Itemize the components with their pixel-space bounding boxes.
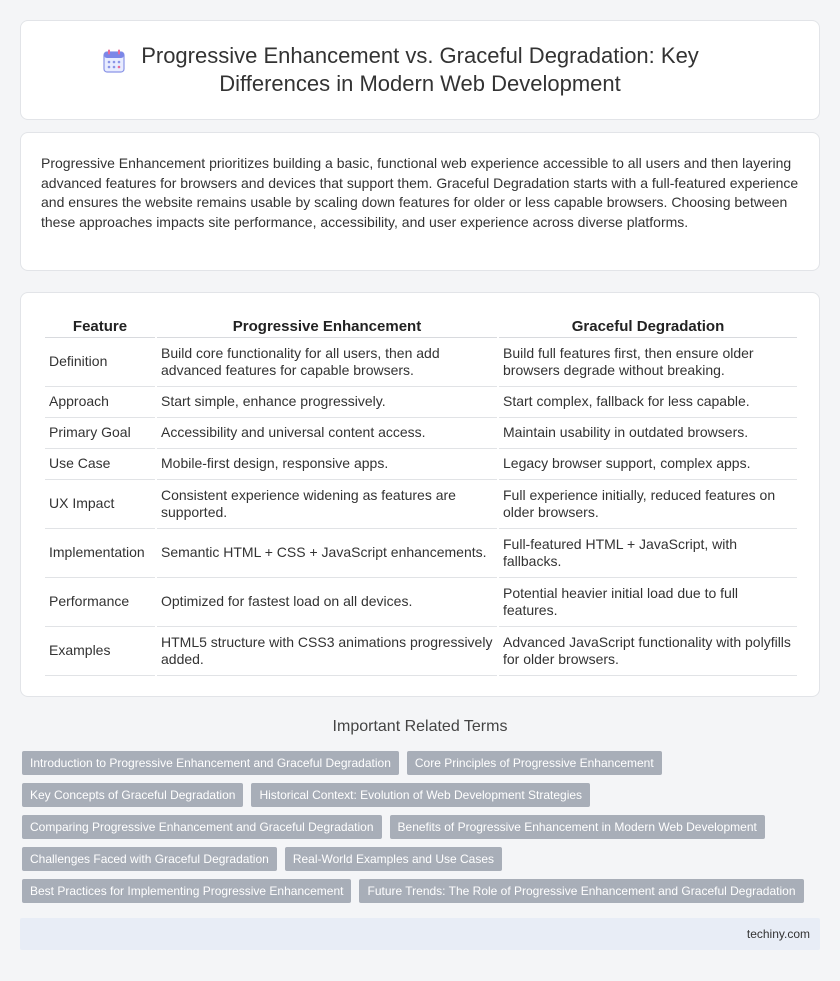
table-row [45, 627, 797, 676]
tag-row [22, 847, 822, 871]
graceful-cell: Full-featured HTML + JavaScript, with fallbacks. [499, 529, 797, 578]
related-term-tag[interactable]: Best Practices for Implementing Progressive Enhancement [22, 879, 351, 903]
footer [20, 918, 820, 950]
table-row [45, 529, 797, 578]
table-row [45, 578, 797, 627]
feature-cell: Use Case [45, 449, 155, 480]
page-title: Progressive Enhancement vs. Graceful Degradation: Key Differences in Modern Web Development [141, 43, 699, 96]
table-row [45, 418, 797, 449]
tag-row [22, 879, 822, 903]
calendar-icon [103, 49, 125, 73]
feature-cell: UX Impact [45, 480, 155, 529]
feature-cell: Implementation [45, 529, 155, 578]
graceful-cell: Legacy browser support, complex apps. [499, 449, 797, 480]
table-row [45, 387, 797, 418]
related-term-tag[interactable]: Future Trends: The Role of Progressive Enhancement and Graceful Degradation [359, 879, 803, 903]
related-term-tag[interactable]: Benefits of Progressive Enhancement in Modern Web Development [390, 815, 765, 839]
graceful-cell: Maintain usability in outdated browsers. [499, 418, 797, 449]
footer-site-link[interactable]: techiny.com [746, 927, 810, 941]
related-terms-heading: Important Related Terms [332, 718, 508, 735]
tag-row [22, 751, 822, 775]
intro-text: Progressive Enhancement prioritizes building a basic, functional web experience accessible to all users and then layering advanced features for browsers and devices that support them. Graceful Degradation starts with a full-featured experience and ensures the website remains usable by scaling down features for older or less capable browsers. Choosing between these approaches impacts site performance, accessibility, and user experience across diverse platforms. [41, 155, 799, 231]
related-term-tag[interactable]: Historical Context: Evolution of Web Development Strategies [251, 783, 590, 807]
title-card [20, 20, 820, 120]
related-terms-list [22, 751, 822, 911]
graceful-cell: Potential heavier initial load due to full features. [499, 578, 797, 627]
related-term-tag[interactable]: Challenges Faced with Graceful Degradation [22, 847, 277, 871]
feature-cell: Primary Goal [45, 418, 155, 449]
graceful-cell: Start complex, fallback for less capable. [499, 387, 797, 418]
graceful-cell: Advanced JavaScript functionality with polyfills for older browsers. [499, 627, 797, 676]
column-header-feature: Feature [45, 315, 155, 338]
feature-cell: Performance [45, 578, 155, 627]
progressive-cell: Build core functionality for all users, then add advanced features for capable browsers. [157, 338, 497, 387]
tag-row [22, 815, 822, 839]
comparison-table [43, 315, 799, 676]
intro-card [20, 132, 820, 271]
table-row [45, 338, 797, 387]
column-header-graceful-degradation: Graceful Degradation [499, 315, 797, 338]
related-term-tag[interactable]: Comparing Progressive Enhancement and Graceful Degradation [22, 815, 382, 839]
progressive-cell: Optimized for fastest load on all devices. [157, 578, 497, 627]
progressive-cell: Consistent experience widening as features are supported. [157, 480, 497, 529]
related-term-tag[interactable]: Core Principles of Progressive Enhancement [407, 751, 662, 775]
comparison-table-card [20, 292, 820, 697]
related-term-tag[interactable]: Introduction to Progressive Enhancement and Graceful Degradation [22, 751, 399, 775]
progressive-cell: Semantic HTML + CSS + JavaScript enhancements. [157, 529, 497, 578]
related-term-tag[interactable]: Key Concepts of Graceful Degradation [22, 783, 243, 807]
table-header-row [45, 315, 797, 338]
progressive-cell: Start simple, enhance progressively. [157, 387, 497, 418]
graceful-cell: Full experience initially, reduced features on older browsers. [499, 480, 797, 529]
table-row [45, 449, 797, 480]
feature-cell: Approach [45, 387, 155, 418]
tag-row [22, 783, 822, 807]
column-header-progressive-enhancement: Progressive Enhancement [157, 315, 497, 338]
table-row [45, 480, 797, 529]
graceful-cell: Build full features first, then ensure older browsers degrade without breaking. [499, 338, 797, 387]
progressive-cell: Mobile-first design, responsive apps. [157, 449, 497, 480]
progressive-cell: Accessibility and universal content access. [157, 418, 497, 449]
progressive-cell: HTML5 structure with CSS3 animations progressively added. [157, 627, 497, 676]
feature-cell: Examples [45, 627, 155, 676]
related-term-tag[interactable]: Real-World Examples and Use Cases [285, 847, 502, 871]
feature-cell: Definition [45, 338, 155, 387]
